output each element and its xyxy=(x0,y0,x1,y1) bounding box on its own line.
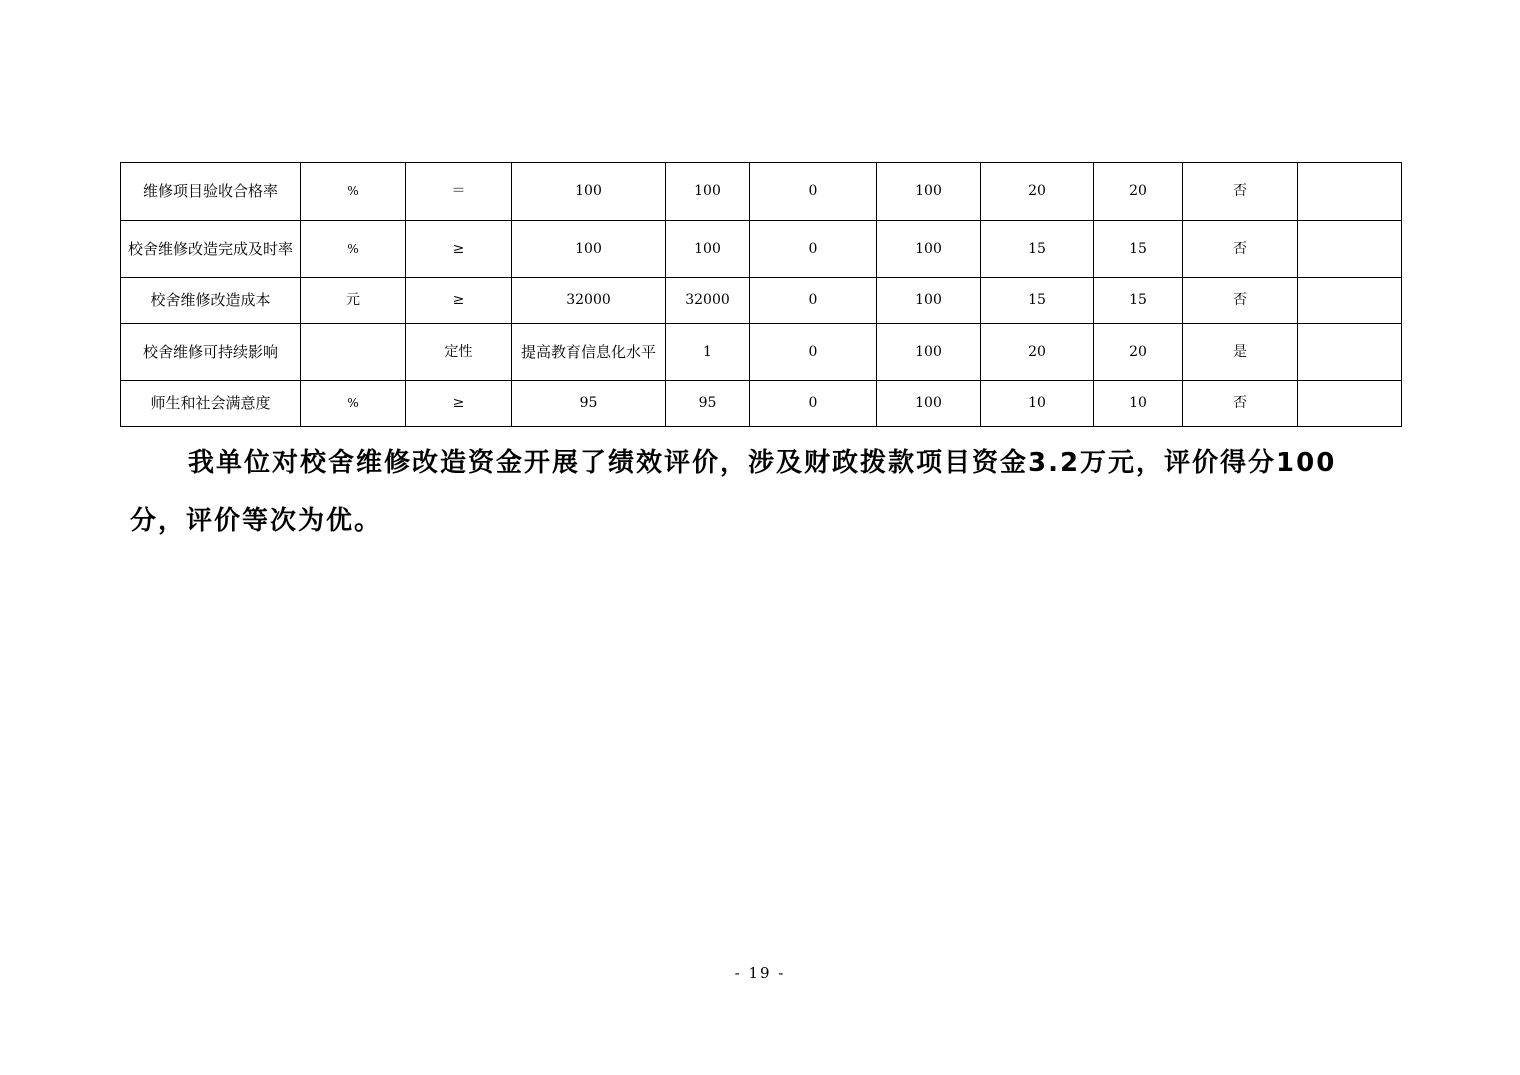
indicator-name-cell: 师生和社会满意度 xyxy=(121,381,301,427)
operator-cell: ≥ xyxy=(406,278,512,324)
score-cell: 10 xyxy=(1094,381,1183,427)
page-number: - 19 - xyxy=(734,964,786,982)
score-cell: 15 xyxy=(1094,278,1183,324)
flag-cell: 否 xyxy=(1183,381,1298,427)
indicator-name-cell: 校舍维修改造成本 xyxy=(121,278,301,324)
target-value-cell: 95 xyxy=(512,381,666,427)
remark-cell xyxy=(1298,221,1402,278)
actual-value-cell: 32000 xyxy=(666,278,750,324)
indicator-name-cell: 校舍维修可持续影响 xyxy=(121,324,301,381)
weight-cell: 15 xyxy=(981,278,1094,324)
indicator-name-cell: 维修项目验收合格率 xyxy=(121,163,301,221)
performance-indicator-table xyxy=(120,162,1402,427)
table-row xyxy=(121,381,1402,427)
flag-cell: 否 xyxy=(1183,278,1298,324)
target-value-cell: 32000 xyxy=(512,278,666,324)
weight-cell: 10 xyxy=(981,381,1094,427)
target-value-cell: 提高教育信息化水平 xyxy=(512,324,666,381)
remark-cell xyxy=(1298,278,1402,324)
value-cell: 100 xyxy=(877,221,981,278)
table-row xyxy=(121,278,1402,324)
weight-cell: 20 xyxy=(981,324,1094,381)
value-cell: 0 xyxy=(750,163,877,221)
unit-cell: % xyxy=(301,221,406,278)
target-value-cell: 100 xyxy=(512,163,666,221)
operator-cell: ＝ xyxy=(406,163,512,221)
operator-cell: 定性 xyxy=(406,324,512,381)
flag-cell: 是 xyxy=(1183,324,1298,381)
value-cell: 100 xyxy=(877,381,981,427)
table-row xyxy=(121,221,1402,278)
unit-cell: % xyxy=(301,163,406,221)
actual-value-cell: 100 xyxy=(666,163,750,221)
remark-cell xyxy=(1298,324,1402,381)
evaluation-summary-paragraph: 我单位对校舍维修改造资金开展了绩效评价，涉及财政拨款项目资金3.2万元，评价得分100分，评价等次为优。 xyxy=(130,448,1337,536)
value-cell: 100 xyxy=(877,324,981,381)
weight-cell: 20 xyxy=(981,163,1094,221)
score-cell: 20 xyxy=(1094,324,1183,381)
remark-cell xyxy=(1298,163,1402,221)
value-cell: 100 xyxy=(877,163,981,221)
value-cell: 0 xyxy=(750,381,877,427)
value-cell: 0 xyxy=(750,324,877,381)
flag-cell: 否 xyxy=(1183,163,1298,221)
flag-cell: 否 xyxy=(1183,221,1298,278)
operator-cell: ≥ xyxy=(406,381,512,427)
table-row xyxy=(121,324,1402,381)
actual-value-cell: 95 xyxy=(666,381,750,427)
weight-cell: 15 xyxy=(981,221,1094,278)
score-cell: 20 xyxy=(1094,163,1183,221)
actual-value-cell: 1 xyxy=(666,324,750,381)
actual-value-cell: 100 xyxy=(666,221,750,278)
unit-cell: 元 xyxy=(301,278,406,324)
target-value-cell: 100 xyxy=(512,221,666,278)
score-cell: 15 xyxy=(1094,221,1183,278)
unit-cell: % xyxy=(301,381,406,427)
value-cell: 0 xyxy=(750,221,877,278)
remark-cell xyxy=(1298,381,1402,427)
operator-cell: ≥ xyxy=(406,221,512,278)
unit-cell xyxy=(301,324,406,381)
table-row xyxy=(121,163,1402,221)
value-cell: 100 xyxy=(877,278,981,324)
value-cell: 0 xyxy=(750,278,877,324)
indicator-name-cell: 校舍维修改造完成及时率 xyxy=(121,221,301,278)
